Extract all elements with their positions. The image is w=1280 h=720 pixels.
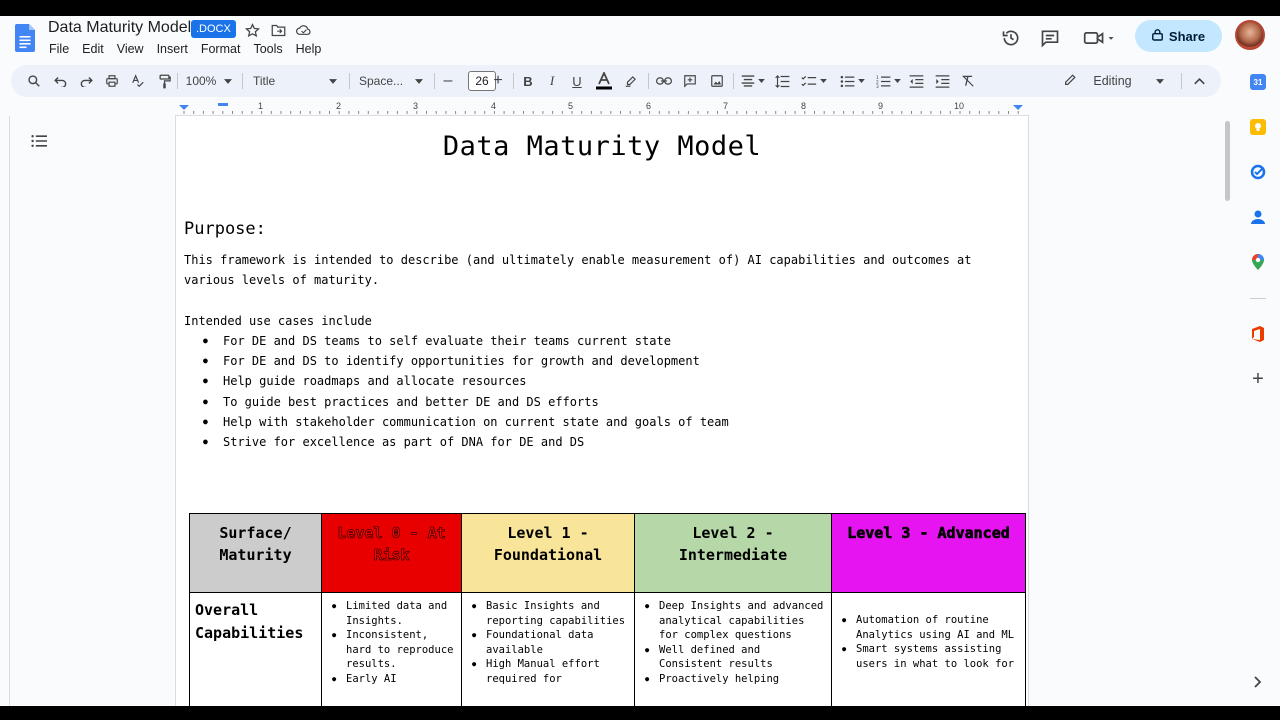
editing-mode-label: Editing xyxy=(1093,74,1132,88)
undo-icon[interactable] xyxy=(52,71,70,91)
image-icon[interactable] xyxy=(708,71,726,91)
spellcheck-icon[interactable] xyxy=(129,71,147,91)
chevron-down-icon xyxy=(415,79,423,84)
table-cell[interactable] xyxy=(832,593,1026,707)
title-bar xyxy=(0,16,1280,64)
list-item: ● Smart systems assisting users in what to look for xyxy=(836,642,1021,671)
header-cell[interactable]: Level 0 - At Risk xyxy=(322,514,462,593)
font-select[interactable] xyxy=(359,71,423,91)
maturity-table xyxy=(189,513,1026,706)
ruler-number: 2 xyxy=(336,101,342,111)
header-cell[interactable]: Level 2 - Intermediate xyxy=(635,514,832,593)
history-icon[interactable] xyxy=(997,24,1025,52)
horizontal-ruler[interactable] xyxy=(176,100,1028,116)
header-cell[interactable]: Level 3 - Advanced xyxy=(832,514,1026,593)
svg-text:1: 1 xyxy=(875,75,879,81)
indent-increase-icon[interactable] xyxy=(933,71,951,91)
collapse-icon[interactable] xyxy=(1191,71,1207,91)
list-item: ● High Manual effort required for xyxy=(466,657,630,686)
intended-use-label[interactable]: Intended use cases include xyxy=(184,314,372,328)
add-comment-icon[interactable] xyxy=(681,71,699,91)
indent-decrease-icon[interactable] xyxy=(907,71,925,91)
ruler-number: 6 xyxy=(646,101,652,111)
line-spacing-icon[interactable] xyxy=(773,71,791,91)
menu-help[interactable]: Help xyxy=(295,42,322,56)
meet-icon[interactable] xyxy=(1080,24,1120,52)
ruler-number: 10 xyxy=(954,101,965,111)
text-color-icon[interactable] xyxy=(595,71,613,91)
share-label: Share xyxy=(1168,28,1206,44)
calendar-icon[interactable]: 31 xyxy=(1250,74,1266,90)
star-icon[interactable] xyxy=(243,21,261,39)
list-item[interactable]: ● For DE and DS teams to self evaluate their teams current state xyxy=(184,331,729,351)
list-item: ● Foundational data available xyxy=(466,628,630,657)
table-cell[interactable] xyxy=(635,593,832,707)
formatting-toolbar xyxy=(11,65,1221,97)
document-title[interactable]: Data Maturity Model xyxy=(48,19,192,36)
svg-text:3: 3 xyxy=(875,84,879,88)
menu-bar xyxy=(49,42,334,56)
purpose-text-line[interactable]: This framework is intended to describe (and ultimately enable measurement of) AI capabilities and outcomes at xyxy=(184,253,972,267)
chevron-down-icon xyxy=(329,79,337,84)
menu-format[interactable]: Format xyxy=(200,42,241,56)
contacts-icon[interactable] xyxy=(1250,209,1266,225)
use-case-list xyxy=(184,331,729,452)
divider xyxy=(1250,298,1266,299)
ruler-number: 1 xyxy=(258,101,264,111)
header-cell[interactable]: Surface/ Maturity xyxy=(190,514,322,593)
ruler-number: 5 xyxy=(568,101,574,111)
purpose-heading[interactable]: Purpose: xyxy=(184,219,266,239)
list-item[interactable]: ● For DE and DS to identify opportunities for growth and development xyxy=(184,351,729,371)
ruler-ticks xyxy=(176,100,1028,116)
list-item: ● Proactively helping xyxy=(639,672,827,687)
menu-edit[interactable]: Edit xyxy=(82,42,104,56)
link-icon[interactable] xyxy=(655,71,673,91)
chevron-down-icon xyxy=(1156,79,1164,84)
office-icon[interactable] xyxy=(1250,326,1266,342)
italic-icon[interactable]: I xyxy=(549,73,555,88)
pencil-icon xyxy=(1064,73,1077,89)
font-value: Space... xyxy=(359,74,404,88)
add-icon[interactable]: + xyxy=(1252,367,1264,390)
bold-icon[interactable]: B xyxy=(523,73,533,89)
list-item[interactable]: ● To guide best practices and better DE and DS efforts xyxy=(184,392,729,412)
paint-format-icon[interactable] xyxy=(155,71,173,91)
chevron-right-icon[interactable] xyxy=(1250,674,1266,690)
move-folder-icon[interactable] xyxy=(269,21,287,39)
list-item[interactable]: ● Strive for excellence as part of DNA for DE and DS xyxy=(184,432,729,452)
list-item: ● Automation of routine Analytics using AI and ML xyxy=(836,613,1021,642)
keep-icon[interactable] xyxy=(1250,119,1266,135)
menu-tools[interactable]: Tools xyxy=(253,42,283,56)
header-cell[interactable]: Level 1 - Foundational xyxy=(462,514,635,593)
docs-logo-icon[interactable] xyxy=(15,24,37,52)
tasks-icon[interactable] xyxy=(1250,164,1266,180)
list-item[interactable]: ● Help guide roadmaps and allocate resources xyxy=(184,371,729,391)
clear-format-icon[interactable] xyxy=(959,71,977,91)
docx-badge: .DOCX xyxy=(191,20,236,38)
ruler-number: 7 xyxy=(723,101,729,111)
ruler-number: 8 xyxy=(801,101,807,111)
table-cell[interactable] xyxy=(462,593,635,707)
decrease-font-size-button[interactable]: – xyxy=(443,72,453,89)
chevron-down-icon xyxy=(224,79,232,84)
ruler-number: 4 xyxy=(491,101,497,111)
numbered-list-icon[interactable] xyxy=(873,71,903,91)
list-item: ● Early AI xyxy=(326,672,457,687)
zoom-select[interactable] xyxy=(183,71,235,91)
redo-icon[interactable] xyxy=(77,71,95,91)
menu-insert[interactable]: Insert xyxy=(156,42,188,56)
style-select[interactable] xyxy=(251,71,339,91)
bullet-list-icon[interactable] xyxy=(837,71,867,91)
highlight-icon[interactable] xyxy=(622,71,640,91)
table-cell[interactable] xyxy=(322,593,462,707)
svg-text:2: 2 xyxy=(875,79,879,85)
vertical-ruler[interactable] xyxy=(0,116,10,706)
list-item: ● Limited data and Insights. xyxy=(326,599,457,628)
editing-mode-select[interactable] xyxy=(1064,71,1164,91)
lock-icon xyxy=(1152,28,1163,44)
list-item: ● Well defined and Consistent results xyxy=(639,643,827,672)
checklist-icon[interactable] xyxy=(799,71,829,91)
cloud-status-icon[interactable] xyxy=(295,21,313,39)
print-icon[interactable] xyxy=(103,71,121,91)
list-item[interactable]: ● Help with stakeholder communication on current state and goals of team xyxy=(184,412,729,432)
list-item: ● Deep Insights and advanced analytical capabilities for complex questions xyxy=(639,599,827,643)
underline-icon[interactable]: U xyxy=(572,73,582,89)
maps-icon[interactable] xyxy=(1250,254,1266,270)
font-size-input[interactable]: 26 xyxy=(468,71,496,91)
table-header-row xyxy=(190,514,1026,593)
increase-font-size-button[interactable]: + xyxy=(493,72,503,89)
side-panel xyxy=(1243,66,1273,706)
align-icon[interactable] xyxy=(739,71,767,91)
vertical-scrollbar[interactable] xyxy=(1225,121,1230,201)
avatar[interactable] xyxy=(1235,20,1265,50)
zoom-value: 100% xyxy=(185,74,217,88)
document-heading[interactable]: Data Maturity Model xyxy=(442,131,762,162)
comment-icon[interactable] xyxy=(1036,24,1064,52)
style-value: Title xyxy=(253,74,276,88)
list-item: ● Basic Insights and reporting capabilities xyxy=(466,599,630,628)
purpose-text-line[interactable]: various levels of maturity. xyxy=(184,273,380,287)
outline-icon[interactable] xyxy=(31,134,49,150)
search-icon[interactable] xyxy=(25,71,43,91)
share-button[interactable] xyxy=(1135,20,1222,52)
menu-file[interactable]: File xyxy=(49,42,70,56)
ruler-number: 9 xyxy=(878,101,884,111)
list-item: ● Inconsistent, hard to reproduce results. xyxy=(326,628,457,672)
ruler-number: 3 xyxy=(413,101,419,111)
menu-view[interactable]: View xyxy=(116,42,144,56)
table-row xyxy=(190,593,1026,707)
docs-window xyxy=(0,16,1280,706)
document-page[interactable] xyxy=(176,116,1028,706)
row-header-cell[interactable]: Overall Capabilities xyxy=(190,593,322,707)
